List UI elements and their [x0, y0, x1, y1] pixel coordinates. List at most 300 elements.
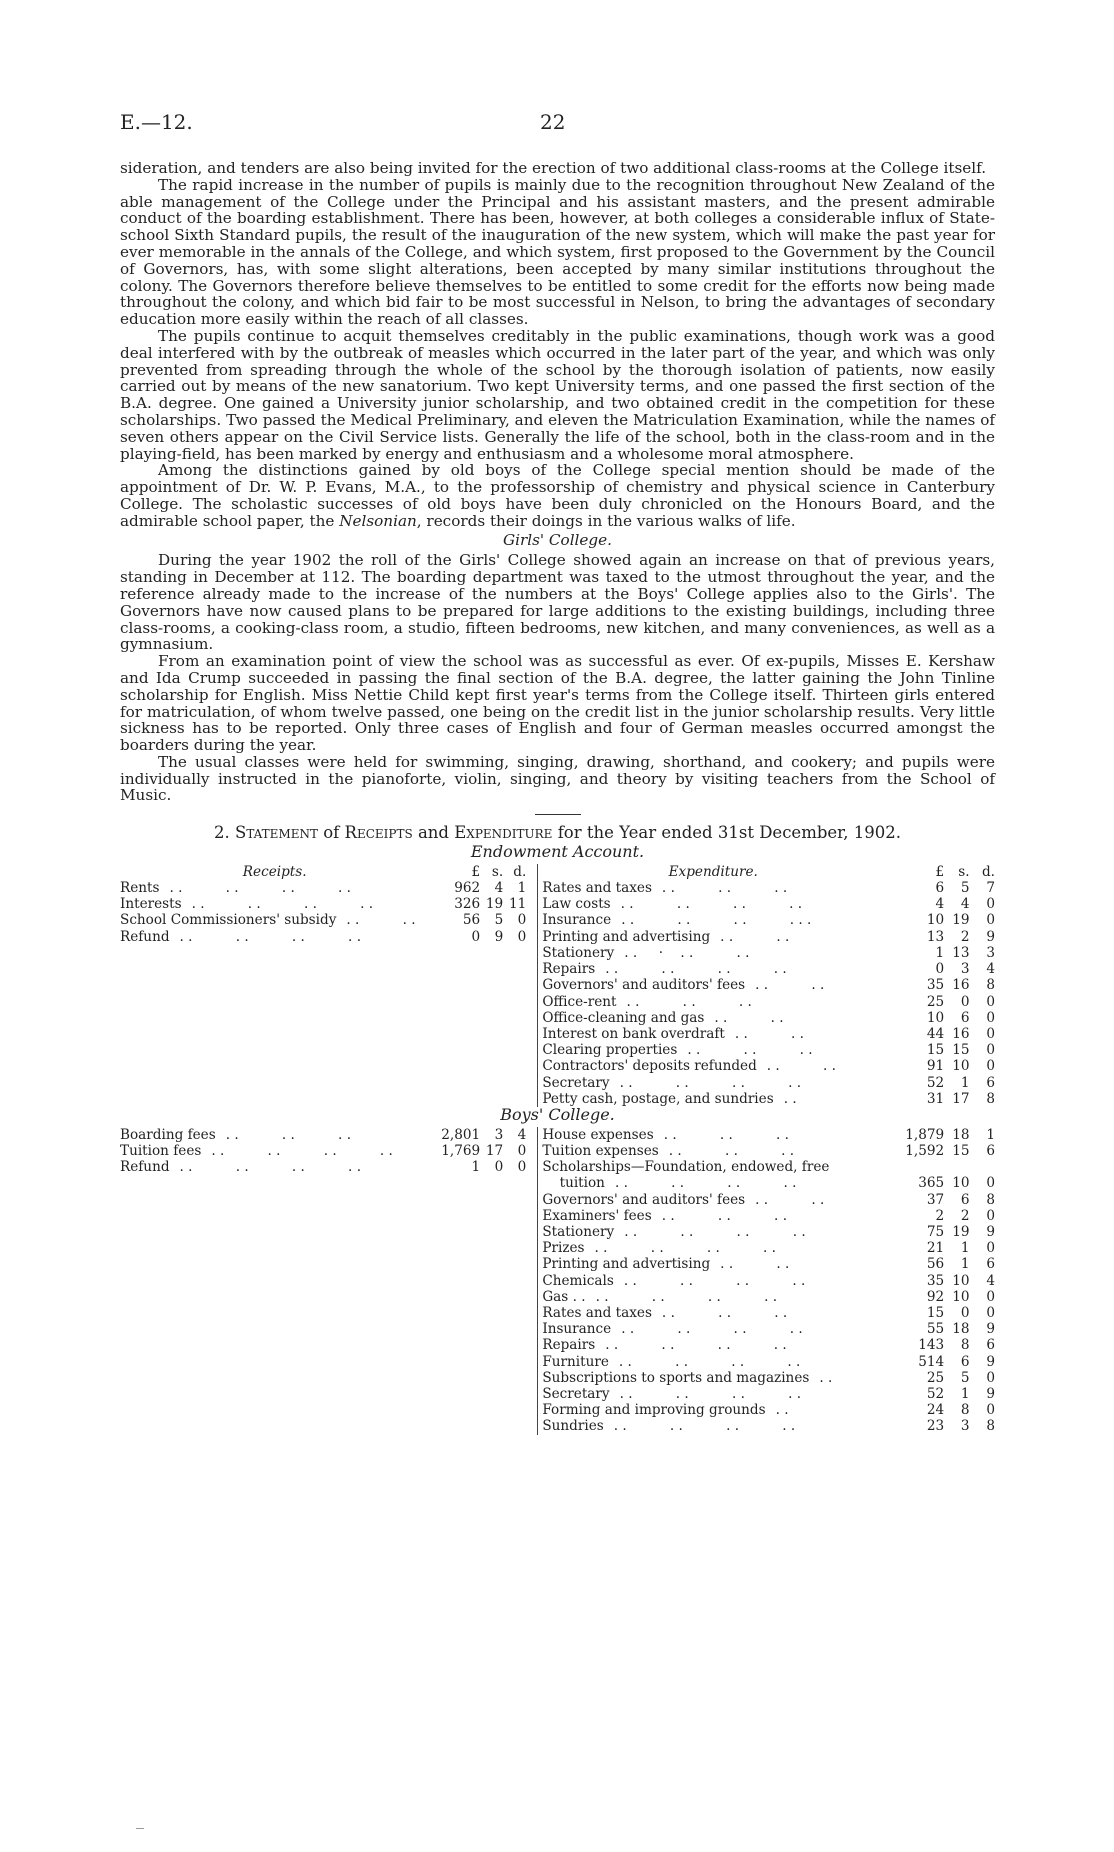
empty-cell	[120, 1058, 429, 1074]
receipt-pounds: 0	[471, 928, 481, 945]
column-gap	[526, 977, 538, 993]
expenditure-label	[538, 1010, 884, 1026]
empty-cell	[429, 1240, 480, 1256]
expenditure-item: Prizes	[542, 1240, 585, 1257]
table-row	[120, 1402, 995, 1418]
column-gap	[526, 945, 538, 961]
table-row	[120, 1321, 995, 1337]
empty-cell	[480, 945, 503, 961]
empty-cell	[503, 961, 526, 977]
empty-cell	[503, 1175, 526, 1191]
leader-dots: . . . . . . . .	[605, 1337, 787, 1354]
empty-cell	[480, 1337, 503, 1353]
column-gap	[526, 1026, 538, 1042]
expenditure-shillings: 0	[960, 1304, 970, 1321]
expenditure-item: Secretary	[542, 1385, 610, 1402]
paragraph-4-tail: , records their doings in the various walks of life.	[416, 511, 796, 530]
expenditure-item: Insurance	[542, 1321, 612, 1338]
expenditure-item: Forming and improving grounds	[542, 1402, 766, 1419]
receipt-label	[120, 912, 429, 928]
empty-cell	[480, 1321, 503, 1337]
empty-cell	[120, 1273, 429, 1289]
leader-dots: . . . . . . . .	[620, 896, 803, 913]
expenditure-pence: 8	[986, 1090, 995, 1107]
school-paper-name: Nelsonian	[339, 511, 417, 530]
empty-cell	[120, 977, 429, 993]
paragraph-2: The rapid increase in the number of pupils is mainly due to the recognition throughout New Zealand of the able management of the College under the Principal and his assistant masters, and the present admirable conduct of the boarding establishment. There has been, however, at both colleges a considerable influx of State-school Sixth Standard pupils, the result of the inauguration of the new system, which will make the past year for ever memorable in the annals of the College, and which system, first proposed to the Government by the Council of Governors, has, with some slight alterations, been accepted by many similar institutions throughout the colony. The Governors therefore believe themselves to be entitled to some credit for the efforts now being made throughout the colony, and which bid fair to be most successful in Nelson, to bring the advantages of secondary education more easily within the reach of all classes.	[120, 175, 995, 329]
expenditure-label	[538, 1386, 884, 1402]
expenditure-pence-heading: d.	[981, 863, 995, 880]
expenditure-item: House expenses	[542, 1126, 654, 1143]
empty-cell	[120, 1386, 429, 1402]
column-gap	[526, 1305, 538, 1321]
empty-cell	[429, 977, 480, 993]
table-row	[120, 1240, 995, 1256]
expenditure-pence: 0	[986, 1304, 995, 1321]
empty-cell	[429, 1058, 480, 1074]
table-row	[120, 1042, 995, 1058]
expenditure-shillings: 1	[960, 1240, 970, 1257]
expenditure-label	[538, 1256, 884, 1272]
empty-cell	[480, 1402, 503, 1418]
empty-cell	[120, 1337, 429, 1353]
expenditure-shillings-heading: s.	[958, 863, 970, 880]
expenditure-item: Subscriptions to sports and magazines	[542, 1369, 810, 1386]
empty-cell	[429, 1418, 480, 1434]
expenditure-pounds: 2	[935, 1207, 945, 1224]
expenditure-item: Furniture	[542, 1353, 609, 1370]
expenditure-pence: 0	[986, 1058, 995, 1075]
expenditure-shillings: 8	[960, 1337, 970, 1354]
table-row	[120, 896, 995, 912]
empty-cell	[429, 1386, 480, 1402]
expenditure-pounds: 25	[926, 993, 945, 1010]
expenditure-pence: 6	[986, 1256, 995, 1273]
expenditure-pence: 0	[986, 1175, 995, 1192]
expenditure-shillings: 19	[952, 1223, 970, 1240]
empty-cell	[480, 1289, 503, 1305]
empty-cell	[120, 945, 429, 961]
expenditure-label	[538, 880, 884, 896]
empty-cell	[120, 1026, 429, 1042]
receipt-label	[120, 929, 429, 945]
expenditure-item: Office-rent	[542, 993, 617, 1010]
empty-cell	[480, 961, 503, 977]
statement-number: 2.	[214, 823, 230, 843]
expenditure-label	[538, 977, 884, 993]
expenditure-shillings: 1	[960, 1074, 970, 1091]
statement-title	[120, 825, 995, 842]
girls-paragraph-1: During the year 1902 the roll of the Girls' College showed again an increase on that of previous years, standing in December at 112. The boarding department was taxed to the utmost throughout the year, and the reference already made to the increase of the numbers at the Boys' College applies also to the Girls'. The Governors have now caused plans to be prepared for large additions to the existing buildings, including three class-rooms, a cooking-class room, a studio, fifteen bedrooms, new kitchen, and many conveniences, as well as a gymnasium.	[120, 551, 995, 654]
empty-cell	[429, 1192, 480, 1208]
empty-cell	[503, 1321, 526, 1337]
column-gap	[526, 1370, 538, 1386]
expenditure-shillings: 17	[952, 1090, 970, 1107]
expenditure-label	[538, 1026, 884, 1042]
empty-cell	[480, 1386, 503, 1402]
receipt-pence: 0	[517, 1142, 527, 1159]
table-row	[120, 1386, 995, 1402]
receipt-item: Refund	[120, 928, 170, 945]
empty-cell	[429, 1175, 480, 1191]
receipt-pounds: 1,769	[441, 1142, 481, 1159]
paragraph-4	[120, 462, 995, 529]
expenditure-shillings: 1	[960, 1256, 970, 1273]
empty-cell	[429, 1026, 480, 1042]
expenditure-pounds: 52	[926, 1074, 945, 1091]
receipt-item: Rents	[120, 880, 160, 897]
receipt-shillings: 5	[494, 912, 504, 929]
empty-cell	[503, 1337, 526, 1353]
leader-dots: . . . . . . . .	[619, 1385, 802, 1402]
leader-dots: . . . .	[755, 1191, 825, 1208]
expenditure-shillings: 15	[952, 1042, 970, 1059]
expenditure-label	[538, 1127, 884, 1143]
expenditure-pounds: 91	[926, 1058, 945, 1075]
leader-dots: . . . . . .	[687, 1042, 813, 1059]
empty-cell	[120, 1010, 429, 1026]
empty-cell	[480, 1418, 503, 1434]
leader-dots: . . . .	[734, 1025, 804, 1042]
expenditure-pence: 4	[986, 1272, 995, 1289]
expenditure-pounds: 75	[926, 1223, 945, 1240]
expenditure-shillings: 16	[952, 1025, 970, 1042]
expenditure-pounds-heading: £	[935, 863, 945, 880]
empty-cell	[429, 1010, 480, 1026]
expenditure-pence: 0	[986, 1402, 995, 1419]
column-gap	[526, 1058, 538, 1074]
expenditure-label	[538, 1042, 884, 1058]
table-row	[120, 1075, 995, 1091]
table-row	[120, 1127, 995, 1143]
expenditure-pence: 0	[986, 1288, 995, 1305]
expenditure-shillings: 10	[952, 1288, 970, 1305]
empty-cell	[429, 1354, 480, 1370]
receipt-shillings: 19	[485, 896, 504, 913]
leader-dots: . . . . . . . .	[169, 880, 351, 897]
expenditure-label	[538, 1418, 884, 1434]
column-gap	[526, 1208, 538, 1224]
receipt-pence: 0	[517, 912, 527, 929]
column-gap	[526, 1159, 538, 1175]
expenditure-pence: 1	[986, 1126, 995, 1143]
expenditure-label	[538, 945, 884, 961]
empty-cell	[480, 1354, 503, 1370]
expenditure-pounds: 1	[935, 944, 945, 961]
expenditure-shillings: 18	[952, 1321, 970, 1338]
column-gap	[526, 1075, 538, 1091]
empty-cell	[480, 1256, 503, 1272]
empty-cell	[120, 961, 429, 977]
expenditure-item: Sundries	[542, 1418, 604, 1435]
leader-dots: . . . . . . . .	[623, 1272, 806, 1289]
leader-dots: . . . . . . . .	[613, 1418, 796, 1435]
empty-cell	[429, 1402, 480, 1418]
empty-cell	[480, 1224, 503, 1240]
column-gap	[526, 1127, 538, 1143]
receipt-item: Refund	[120, 1159, 170, 1176]
empty-cell	[120, 1208, 429, 1224]
page-number: 22	[540, 110, 566, 134]
boys-college-table	[120, 1127, 995, 1435]
expenditure-shillings: 15	[952, 1142, 970, 1159]
expenditure-pence: 6	[986, 1074, 995, 1091]
table-row	[120, 1143, 995, 1159]
expenditure-label	[538, 1337, 884, 1353]
expenditure-shillings: 13	[952, 944, 970, 961]
empty-cell	[120, 1305, 429, 1321]
expenditure-pence: 9	[986, 928, 995, 945]
receipts-pence-heading: d.	[513, 863, 527, 880]
table-row	[120, 977, 995, 993]
expenditure-pence: 0	[986, 1369, 995, 1386]
paragraph-1: sideration, and tenders are also being invited for the erection of two additional class-rooms at the College itself.	[120, 159, 987, 177]
empty-cell	[120, 1192, 429, 1208]
receipt-shillings: 4	[494, 880, 504, 897]
empty-cell	[429, 1042, 480, 1058]
expenditure-label	[538, 1289, 884, 1305]
expenditure-shillings: 10	[952, 1175, 970, 1192]
empty-cell	[480, 1192, 503, 1208]
empty-cell	[503, 1010, 526, 1026]
expenditure-label	[538, 1175, 884, 1191]
empty-cell	[503, 1354, 526, 1370]
leader-dots: . . . .	[720, 928, 790, 945]
receipt-pounds: 2,801	[441, 1126, 481, 1143]
leader-dots: . . . . . . . .	[191, 896, 374, 913]
empty-cell	[429, 1091, 480, 1107]
expenditure-pounds: 25	[926, 1369, 945, 1386]
leader-dots: . . . .	[766, 1058, 836, 1075]
column-gap	[526, 1042, 538, 1058]
expenditure-pence	[970, 1159, 995, 1175]
boys-college-title: Boys' College.	[500, 1104, 615, 1124]
expenditure-shillings: 6	[960, 1009, 970, 1026]
expenditure-pounds: 6	[935, 880, 945, 897]
table-row	[120, 961, 995, 977]
expenditure-pence: 8	[986, 977, 995, 994]
boys-college-rows	[120, 1127, 995, 1435]
receipt-pence: 1	[517, 880, 527, 897]
empty-cell	[120, 1042, 429, 1058]
empty-cell	[480, 1273, 503, 1289]
leader-dots: . . . . . . . .	[595, 1288, 778, 1305]
expenditure-pence: 0	[986, 1009, 995, 1026]
empty-cell	[503, 1042, 526, 1058]
empty-cell	[503, 1386, 526, 1402]
expenditure-pounds: 21	[926, 1240, 945, 1257]
leader-dots: . . · . . . .	[624, 944, 750, 961]
receipt-shillings: 0	[494, 1159, 504, 1176]
receipt-label	[120, 1127, 429, 1143]
expenditure-pounds: 35	[926, 977, 945, 994]
receipt-pounds: 56	[462, 912, 481, 929]
expenditure-label	[538, 1240, 884, 1256]
statement-title-word-1: Statement	[235, 823, 318, 843]
expenditure-shillings: 16	[952, 977, 970, 994]
leader-dots: . . . .	[714, 1009, 784, 1026]
column-gap	[526, 1386, 538, 1402]
expenditure-label	[538, 929, 884, 945]
expenditure-pounds: 0	[935, 961, 945, 978]
empty-cell	[480, 1208, 503, 1224]
empty-cell	[429, 1256, 480, 1272]
column-gap	[526, 912, 538, 928]
receipts-shillings-heading: s.	[491, 863, 504, 880]
leader-dots: . .	[783, 1090, 797, 1107]
receipt-pence: 11	[508, 896, 527, 913]
expenditure-shillings: 1	[960, 1385, 970, 1402]
empty-cell	[480, 1370, 503, 1386]
expenditure-label	[538, 912, 884, 928]
leader-dots: . . . . . .	[661, 1304, 788, 1321]
expenditure-pence: 0	[986, 1042, 995, 1059]
expenditure-item: Stationery	[542, 944, 615, 961]
column-gap	[526, 1224, 538, 1240]
expenditure-item: Petty cash, postage, and sundries	[542, 1090, 774, 1107]
leader-dots: . .	[775, 1402, 789, 1419]
page-mark	[136, 1828, 144, 1829]
expenditure-label	[538, 1305, 884, 1321]
expenditure-pence: 9	[986, 1223, 995, 1240]
leader-dots: . . . . . . . .	[614, 1175, 797, 1192]
expenditure-pounds: 55	[926, 1321, 945, 1338]
receipt-label	[120, 880, 429, 896]
expenditure-pence: 6	[986, 1142, 995, 1159]
expenditure-pounds: 92	[926, 1288, 945, 1305]
empty-cell	[503, 1273, 526, 1289]
expenditure-pence: 8	[986, 1191, 995, 1208]
expenditure-shillings	[944, 1159, 969, 1175]
table-row	[120, 1224, 995, 1240]
empty-cell	[503, 977, 526, 993]
expenditure-label	[538, 1273, 884, 1289]
expenditure-item: Secretary	[542, 1074, 610, 1091]
expenditure-pounds: 37	[926, 1191, 945, 1208]
expenditure-item: Insurance	[542, 912, 612, 929]
column-gap	[526, 1289, 538, 1305]
expenditure-shillings: 6	[960, 1353, 970, 1370]
empty-cell	[503, 1370, 526, 1386]
expenditure-pence: 4	[986, 961, 995, 978]
expenditure-label	[538, 1370, 884, 1386]
leader-dots: . . . . . . . .	[594, 1240, 777, 1257]
empty-cell	[503, 1208, 526, 1224]
empty-cell	[480, 1010, 503, 1026]
column-gap	[526, 1240, 538, 1256]
table-row	[120, 929, 995, 945]
column-gap	[526, 929, 538, 945]
leader-dots: . . . . . .	[661, 880, 788, 897]
column-gap	[526, 1354, 538, 1370]
expenditure-pence: 3	[986, 944, 995, 961]
expenditure-label	[538, 1321, 884, 1337]
leader-dots: . . . . . .	[626, 993, 752, 1010]
empty-cell	[503, 1192, 526, 1208]
expenditure-pounds: 35	[926, 1272, 945, 1289]
statement-title-and: and	[417, 823, 449, 843]
column-gap	[526, 994, 538, 1010]
expenditure-item: Clearing properties	[542, 1042, 678, 1059]
empty-cell	[120, 1402, 429, 1418]
receipt-label	[120, 896, 429, 912]
empty-cell	[480, 1042, 503, 1058]
table-row	[120, 1058, 995, 1074]
table-row	[120, 880, 995, 896]
table-row	[120, 1418, 995, 1434]
leader-dots: . . . . . . . .	[179, 928, 362, 945]
expenditure-item: Law costs	[542, 896, 611, 913]
leader-dots: . . . . . . . . .	[621, 912, 812, 929]
table-row	[120, 1256, 995, 1272]
expenditure-item: Governors' and auditors' fees	[542, 977, 746, 994]
empty-cell	[429, 961, 480, 977]
expenditure-pounds: 52	[926, 1385, 945, 1402]
table-row	[120, 1192, 995, 1208]
leader-dots: . . . . . .	[225, 1126, 352, 1143]
section-divider	[535, 814, 581, 815]
receipt-pounds: 326	[454, 896, 481, 913]
empty-cell	[120, 1354, 429, 1370]
expenditure-pence: 7	[986, 880, 995, 897]
leader-dots: . .	[819, 1369, 833, 1386]
expenditure-shillings: 10	[952, 1058, 970, 1075]
endowment-rows	[120, 864, 995, 1107]
empty-cell	[503, 1305, 526, 1321]
receipt-shillings: 17	[485, 1142, 504, 1159]
table-row	[120, 1354, 995, 1370]
column-gap	[526, 1256, 538, 1272]
column-gap	[526, 1321, 538, 1337]
empty-cell	[429, 1075, 480, 1091]
leader-dots: . . . . . .	[661, 1207, 788, 1224]
expenditure-pounds: 143	[918, 1337, 945, 1354]
leader-dots: . . . . . .	[668, 1142, 795, 1159]
expenditure-label	[538, 896, 884, 912]
empty-cell	[480, 994, 503, 1010]
leader-dots: . . . .	[346, 912, 416, 929]
column-gap	[526, 1192, 538, 1208]
column-gap	[526, 1010, 538, 1026]
expenditure-pence: 9	[986, 1385, 995, 1402]
empty-cell	[120, 1321, 429, 1337]
expenditure-shillings: 5	[960, 880, 970, 897]
empty-cell	[480, 1240, 503, 1256]
expenditure-pounds: 13	[926, 928, 945, 945]
empty-cell	[503, 945, 526, 961]
expenditure-pence: 0	[986, 1025, 995, 1042]
leader-dots: . . . . . . . .	[619, 1074, 802, 1091]
table-row	[120, 1026, 995, 1042]
expenditure-pounds: 15	[926, 1304, 945, 1321]
expenditure-label	[538, 1402, 884, 1418]
receipt-item: Tuition fees	[120, 1142, 202, 1159]
leader-dots: . . . .	[755, 977, 825, 994]
expenditure-shillings: 10	[952, 1272, 970, 1289]
expenditure-pence: 0	[986, 896, 995, 913]
expenditure-pence: 9	[986, 1353, 995, 1370]
expenditure-label	[538, 961, 884, 977]
leader-dots: . . . . . . . .	[624, 1223, 806, 1240]
statement-title-word-2: Receipts	[344, 823, 413, 843]
expenditure-shillings: 2	[960, 1207, 970, 1224]
expenditure-label	[538, 1159, 884, 1175]
empty-cell	[503, 1026, 526, 1042]
empty-cell	[480, 1175, 503, 1191]
document-reference: E.—12.	[120, 110, 193, 134]
leader-dots: . . . .	[720, 1256, 790, 1273]
table-row	[120, 1305, 995, 1321]
